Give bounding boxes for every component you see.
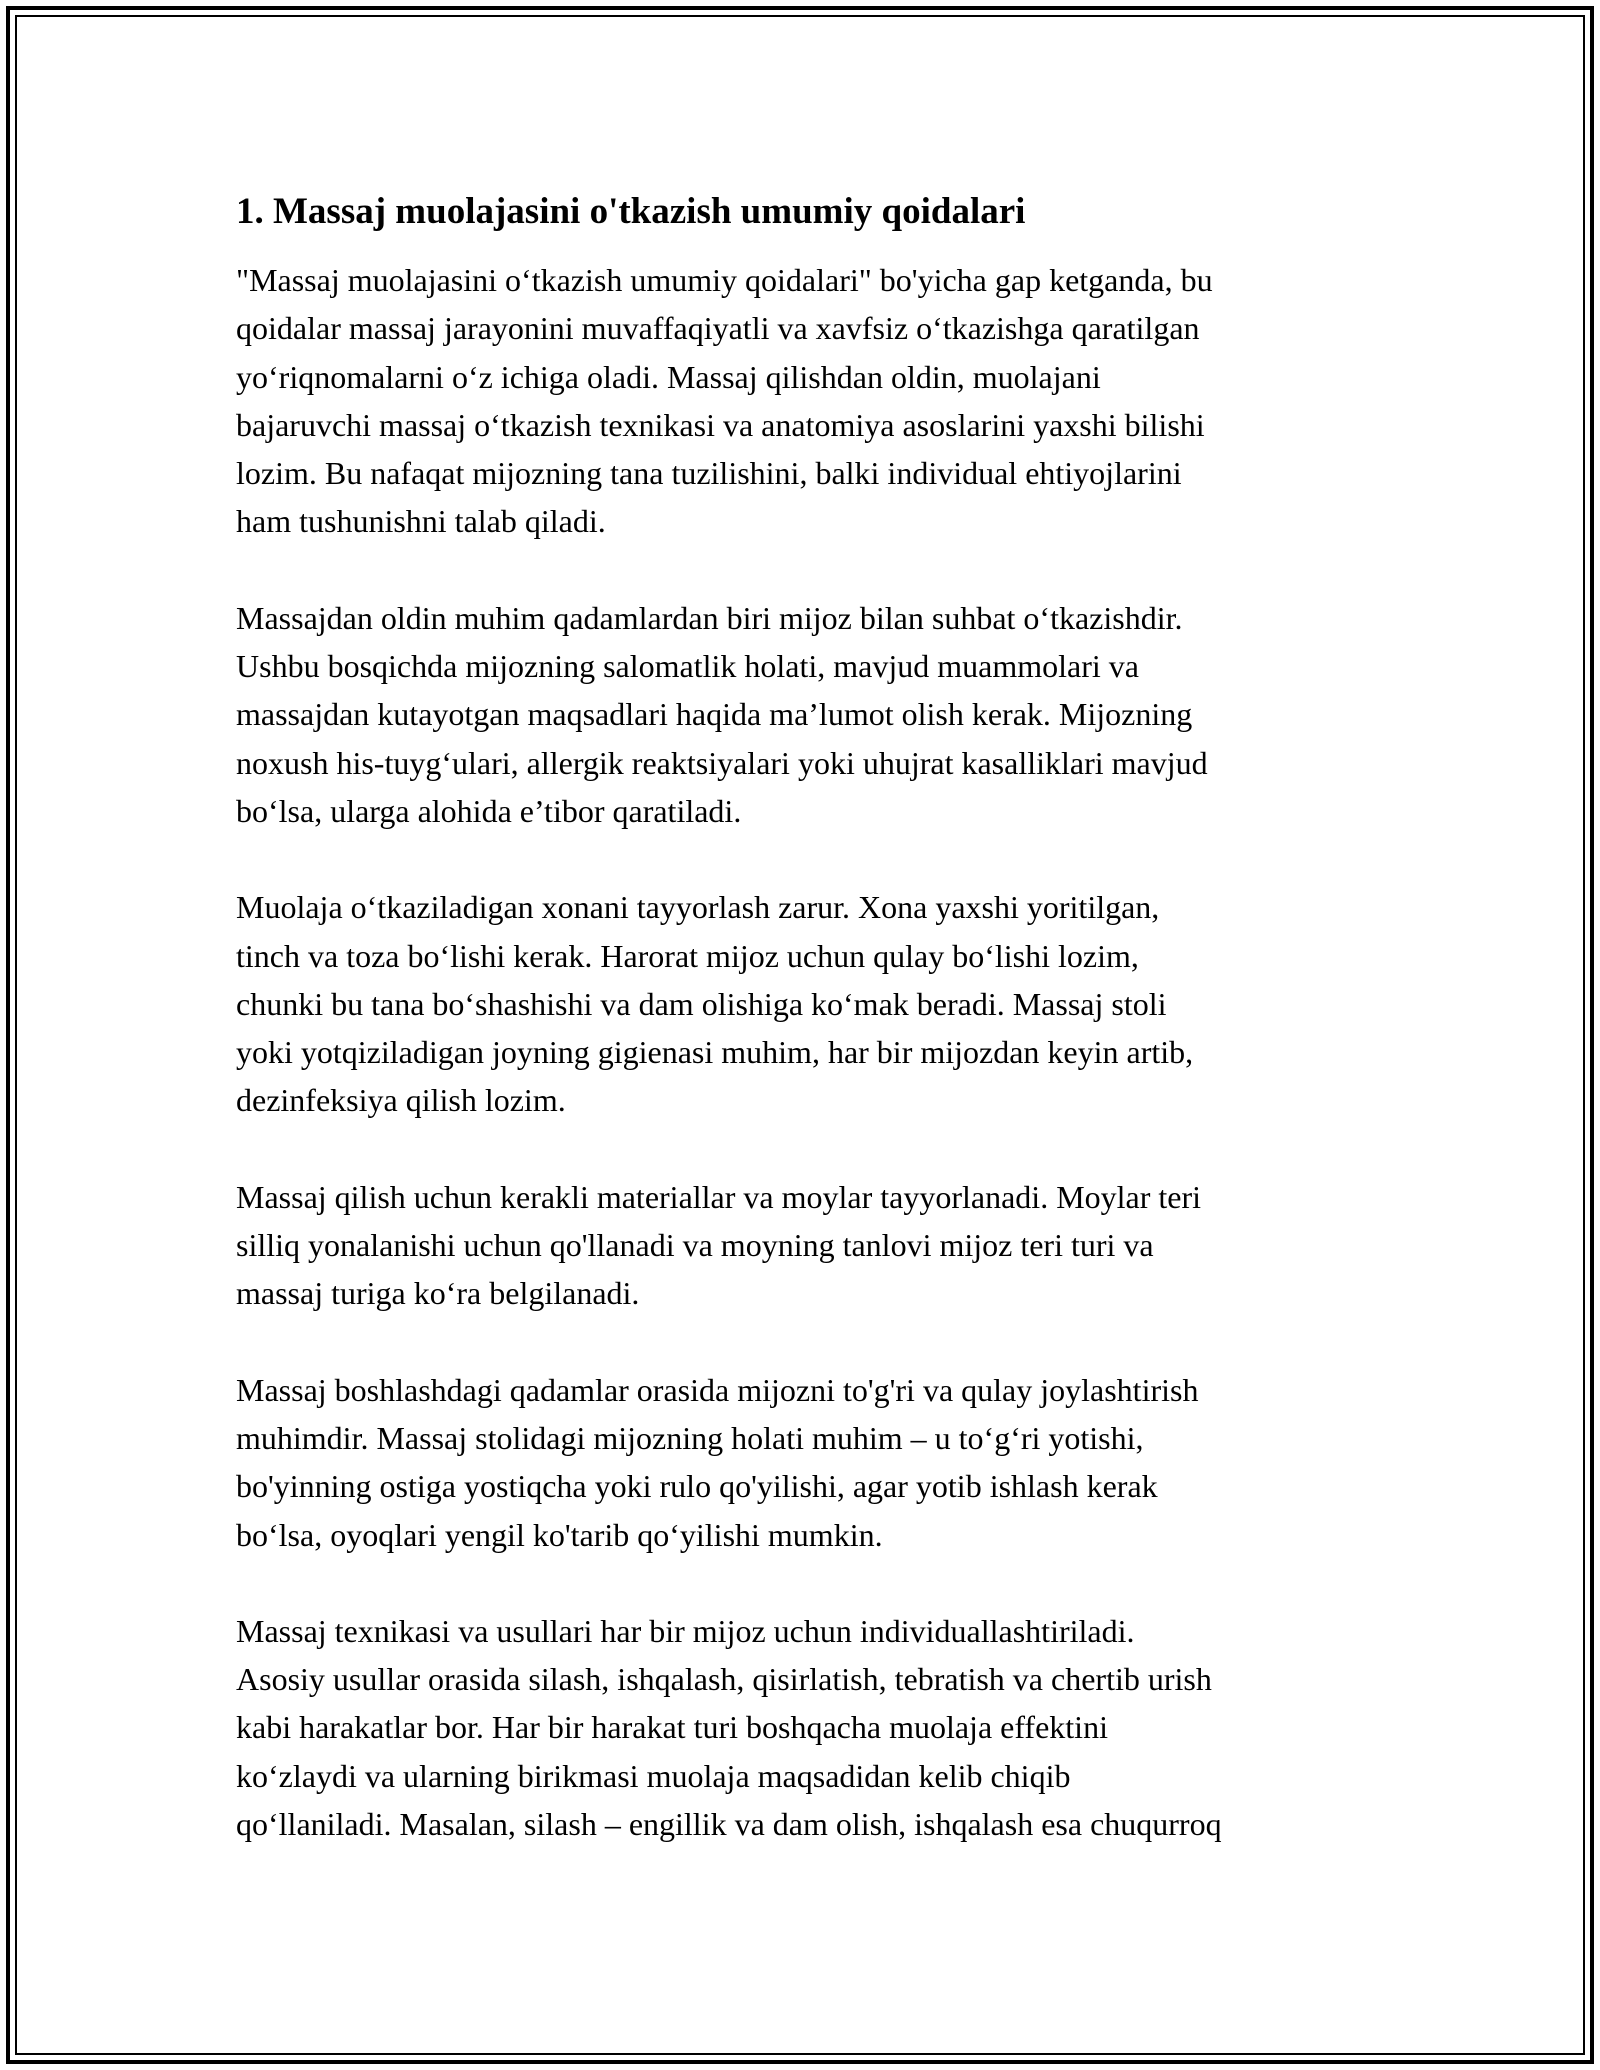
paragraph-line: muhimdir. Massaj stolidagi mijozning holati muhim – u to‘g‘ri yotishi, (236, 1419, 1144, 1456)
paragraph-line: bo‘lsa, oyoqlari yengil ko'tarib qo‘yilishi mumkin. (236, 1516, 883, 1553)
paragraph-6 (236, 1607, 1376, 1848)
document-content (236, 188, 1376, 1896)
paragraph-line: dezinfeksiya qilish lozim. (236, 1082, 566, 1119)
paragraph-line: ko‘zlaydi va ularning birikmasi muolaja maqsadidan kelib chiqib (236, 1757, 1071, 1794)
paragraph-line: bo'yinning ostiga yostiqcha yoki rulo qo'yilishi, agar yotib ishlash kerak (236, 1468, 1158, 1505)
paragraph-5 (236, 1366, 1376, 1559)
paragraph-line: silliq yonalanishi uchun qo'llanadi va moyning tanlovi mijoz teri turi va (236, 1227, 1154, 1264)
section-heading: 1. Massaj muolajasini o'tkazish umumiy qoidalari (236, 191, 1026, 232)
paragraph-line: Massajdan oldin muhim qadamlardan biri mijoz bilan suhbat o‘tkazishdir. (236, 599, 1183, 636)
paragraph-2 (236, 594, 1376, 835)
paragraph-line: ham tushunishni talab qiladi. (236, 503, 606, 540)
paragraph-line: lozim. Bu nafaqat mijozning tana tuzilishini, balki individual ehtiyojlarini (236, 455, 1182, 492)
paragraph-line: yoki yotqiziladigan joyning gigienasi muhim, har bir mijozdan keyin artib, (236, 1034, 1194, 1071)
paragraph-line: "Massaj muolajasini o‘tkazish umumiy qoidalari" bo'yicha gap ketganda, bu (236, 262, 1213, 298)
paragraph-line: Muolaja o‘tkaziladigan xonani tayyorlash zarur. Xona yaxshi yoritilgan, (236, 889, 1160, 926)
paragraph-line: massajdan kutayotgan maqsadlari haqida ma’lumot olish kerak. Mijozning (236, 696, 1193, 733)
paragraph-line: Massaj texnikasi va usullari har bir mijoz uchun individuallashtiriladi. (236, 1612, 1135, 1649)
paragraph-line: Ushbu bosqichda mijozning salomatlik holati, mavjud muammolari va (236, 648, 1139, 685)
paragraph-line: chunki bu tana bo‘shashishi va dam olishiga ko‘mak beradi. Massaj stoli (236, 985, 1167, 1022)
paragraph-4 (236, 1173, 1376, 1318)
paragraph-line: kabi harakatlar bor. Har bir harakat turi boshqacha muolaja effektini (236, 1709, 1108, 1746)
paragraph-1 (236, 256, 1376, 546)
paragraph-line: qo‘llaniladi. Masalan, silash – engillik va dam olish, ishqalash esa chuqurroq (236, 1806, 1222, 1843)
paragraph-line: massaj turiga ko‘ra belgilanadi. (236, 1275, 640, 1312)
paragraph-line: Massaj qilish uchun kerakli materiallar va moylar tayyorlanadi. Moylar teri (236, 1178, 1202, 1215)
paragraph-line: yo‘riqnomalarni o‘z ichiga oladi. Massaj qilishdan oldin, muolajani (236, 358, 1101, 395)
paragraph-line: bajaruvchi massaj o‘tkazish texnikasi va anatomiya asoslarini yaxshi bilishi (236, 406, 1205, 443)
paragraph-line: tinch va toza bo‘lishi kerak. Harorat mijoz uchun qulay bo‘lishi lozim, (236, 937, 1139, 974)
paragraph-line: noxush his-tuyg‘ulari, allergik reaktsiyalari yoki uhujrat kasalliklari mavjud (236, 744, 1208, 781)
paragraph-line: qoidalar massaj jarayonini muvaffaqiyatli va xavfsiz o‘tkazishga qaratilgan (236, 310, 1200, 347)
paragraph-3 (236, 883, 1376, 1124)
paragraph-line: bo‘lsa, ularga alohida e’tibor qaratiladi. (236, 792, 742, 829)
paragraph-line: Asosiy usullar orasida silash, ishqalash, qisirlatish, tebratish va chertib urish (236, 1661, 1212, 1698)
paragraph-line: Massaj boshlashdagi qadamlar orasida mijozni to'g'ri va qulay joylashtirish (236, 1371, 1199, 1408)
